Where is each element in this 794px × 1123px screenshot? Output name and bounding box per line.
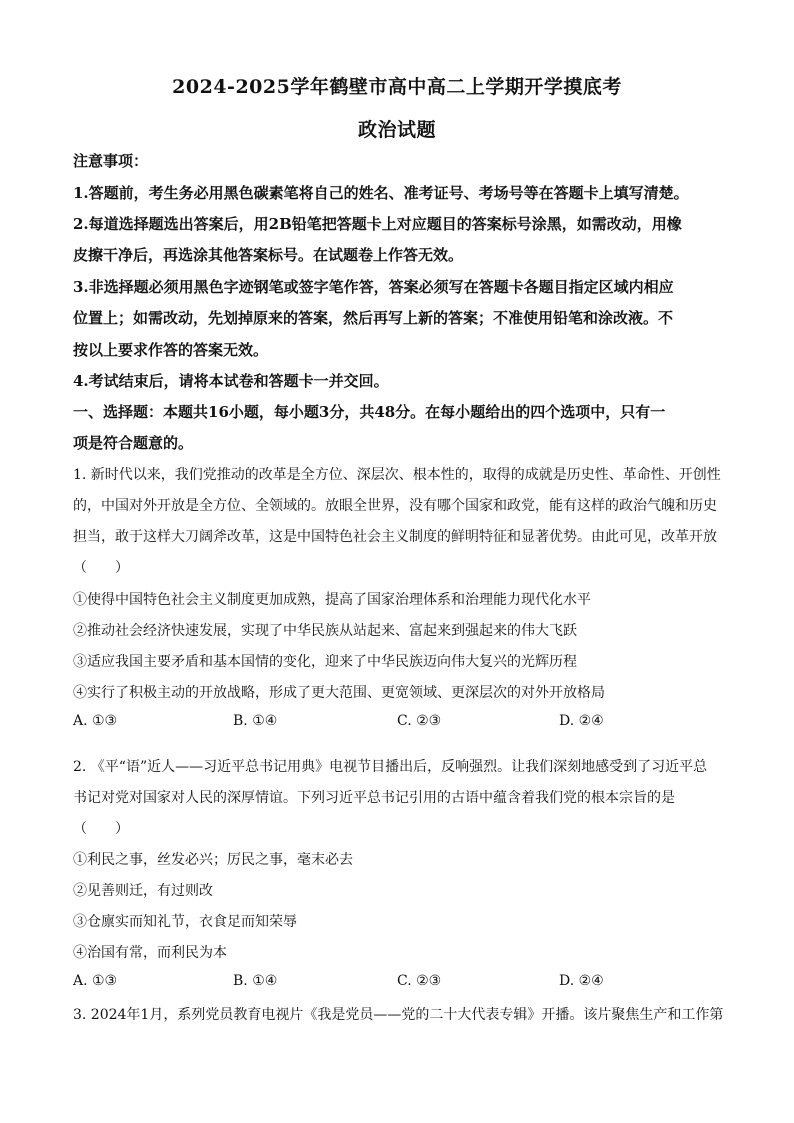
q2-option-d: D. ②④ (559, 973, 604, 989)
q2-option-c: C. ②③ (397, 973, 442, 989)
q1-option-a: A. ①③ (73, 713, 118, 729)
q2-option-a: A. ①③ (73, 973, 118, 989)
q1-statement-1: ①使得中国特色社会主义制度更加成熟，提高了国家治理体系和治理能力现代化水平 (73, 592, 591, 608)
q1-option-c: C. ②③ (397, 713, 442, 729)
q1-option-b: B. ①④ (233, 713, 278, 729)
q2-option-b: B. ①④ (233, 973, 278, 989)
notice-item-4: 4.考试结束后，请将本试卷和答题卡一并交回。 (73, 372, 389, 390)
q1-statement-3: ③适应我国主要矛盾和基本国情的变化，迎来了中华民族迈向伟大复兴的光辉历程 (73, 654, 577, 670)
q2-statement-2: ②见善则迁，有过则改 (73, 883, 213, 899)
q2-statement-4: ④治国有常，而利民为本 (73, 945, 227, 961)
q2-stem-line-1: 2. 《平“语”近人——习近平总书记用典》电视节目播出后，反响强烈。让我们深刻地感受到了习近平总 (73, 759, 708, 775)
notice-heading: 注意事项： (73, 152, 149, 170)
q1-stem-line-3: 担当，敢于这样大刀阔斧改革，这是中国特色社会主义制度的鲜明特征和显著优势。由此可见，改革开放 (73, 529, 717, 545)
q2-stem-line-2: 书记对党对国家对人民的深厚情谊。下列习近平总书记引用的古语中蕴含着我们党的根本宗旨的是 (73, 790, 675, 806)
q2-answer-blank: （ ） (73, 821, 129, 837)
notice-item-1: 1.答题前，考生务必用黑色碳素笔将自己的姓名、准考证号、考场号等在答题卡上填写清楚。 (73, 184, 689, 202)
q2-statement-1: ①利民之事，丝发必兴；厉民之事，毫末必去 (73, 852, 353, 868)
q3-stem-line-1: 3. 2024年1月，系列党员教育电视片《我是党员——党的二十大代表专辑》开播。该片聚焦生产和工作第 (73, 1007, 724, 1023)
notice-item-2-line-1: 2.每道选择题选出答案后，用2B铅笔把答题卡上对应题目的答案标号涂黑，如需改动，用橡 (73, 215, 682, 233)
section-heading-line-2: 项是符合题意的。 (73, 434, 194, 452)
notice-item-3-line-1: 3.非选择题必须用黑色字迹钢笔或签字笔作答，答案必须写在答题卡各题目指定区域内相应 (73, 278, 674, 296)
q1-statement-2: ②推动社会经济快速发展，实现了中华民族从站起来、富起来到强起来的伟大飞跃 (73, 623, 577, 639)
q1-stem-line-1: 1. 新时代以来，我们党推动的改革是全方位、深层次、根本性的，取得的成就是历史性、革命性、开创性 (73, 467, 721, 483)
notice-item-3-line-3: 按以上要求作答的答案无效。 (73, 341, 269, 359)
exam-title: 2024-2025学年鹤壁市高中高二上学期开学摸底考 (172, 76, 622, 98)
q1-option-d: D. ②④ (559, 713, 604, 729)
q1-stem-line-2: 的，中国对外开放是全方位、全领域的。放眼全世界，没有哪个国家和政党，能有这样的政治气魄和历史 (73, 498, 717, 514)
exam-subject: 政治试题 (357, 119, 436, 141)
section-heading-line-1: 一、选择题：本题共16小题，每小题3分，共48分。在每小题给出的四个选项中，只有一 (73, 403, 666, 421)
q1-answer-blank: （ ） (73, 560, 129, 576)
notice-item-3-line-2: 位置上；如需改动，先划掉原来的答案，然后再写上新的答案；不准使用铅笔和涂改液。不 (73, 309, 674, 327)
notice-item-2-line-2: 皮擦干净后，再选涂其他答案标号。在试题卷上作答无效。 (73, 246, 464, 264)
q1-statement-4: ④实行了积极主动的开放战略，形成了更大范围、更宽领域、更深层次的对外开放格局 (73, 685, 605, 701)
q2-statement-3: ③仓廪实而知礼节，衣食足而知荣辱 (73, 914, 297, 930)
